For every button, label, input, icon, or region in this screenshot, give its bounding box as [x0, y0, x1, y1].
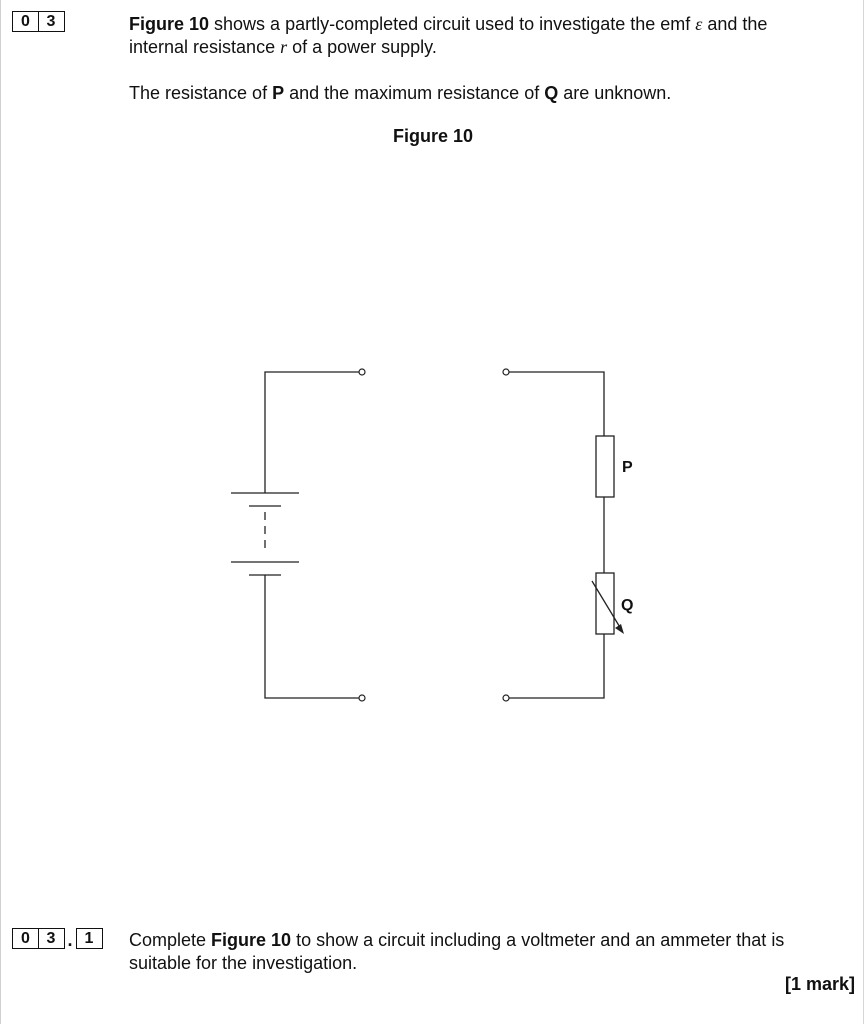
- sub-text-2: to show a circuit including a voltmeter and an ammeter that is: [291, 930, 785, 950]
- terminal-bottom-left: [359, 695, 365, 701]
- resistor-p: [596, 436, 614, 497]
- terminal-top-right: [503, 369, 509, 375]
- intro-text-4: of a power supply.: [287, 37, 437, 57]
- wire-bottom-left: [265, 575, 359, 698]
- wire-top-right: [509, 372, 604, 436]
- intro-text-1: shows a partly-completed circuit used to investigate the emf: [209, 14, 696, 34]
- question-number-digit-2: 3: [38, 11, 65, 32]
- label-p: P: [622, 459, 633, 476]
- subquestion-text: [129, 929, 784, 975]
- terminal-bottom-right: [503, 695, 509, 701]
- intro-text-2: and the: [702, 14, 768, 34]
- label-q: Q: [621, 597, 634, 614]
- note-text-1: The resistance of: [129, 83, 273, 103]
- emf-symbol: ε: [695, 14, 703, 34]
- subquestion-separator: .: [67, 930, 73, 950]
- marks-allocation: [1 mark]: [784, 974, 855, 994]
- subquestion-digit-3: 1: [76, 928, 103, 949]
- power-supply-branch: [231, 369, 365, 701]
- variable-arrow-head: [615, 624, 624, 634]
- subquestion-number-box: [12, 928, 103, 949]
- figure-title: Figure 10: [392, 126, 474, 146]
- note-text-2: and the maximum resistance of: [284, 83, 545, 103]
- note-text-3: are unknown.: [558, 83, 672, 103]
- intro-text-3: internal resistance: [129, 37, 281, 57]
- wire-top-left: [265, 372, 359, 493]
- wire-bottom-right: [509, 634, 604, 698]
- sub-text-1: Complete: [129, 930, 212, 950]
- subquestion-digit-1: 0: [12, 928, 39, 949]
- sub-text-3: suitable for the investigation.: [129, 953, 358, 973]
- subquestion-digit-2: 3: [38, 928, 65, 949]
- terminal-top-left: [359, 369, 365, 375]
- r-symbol: r: [280, 37, 288, 57]
- resistor-branch: [503, 369, 633, 701]
- note-q: Q: [544, 83, 559, 103]
- question-number-digit-1: 0: [12, 11, 39, 32]
- figure-reference: Figure 10: [129, 14, 210, 34]
- note-p: P: [272, 83, 285, 103]
- sub-figure-reference: Figure 10: [211, 930, 292, 950]
